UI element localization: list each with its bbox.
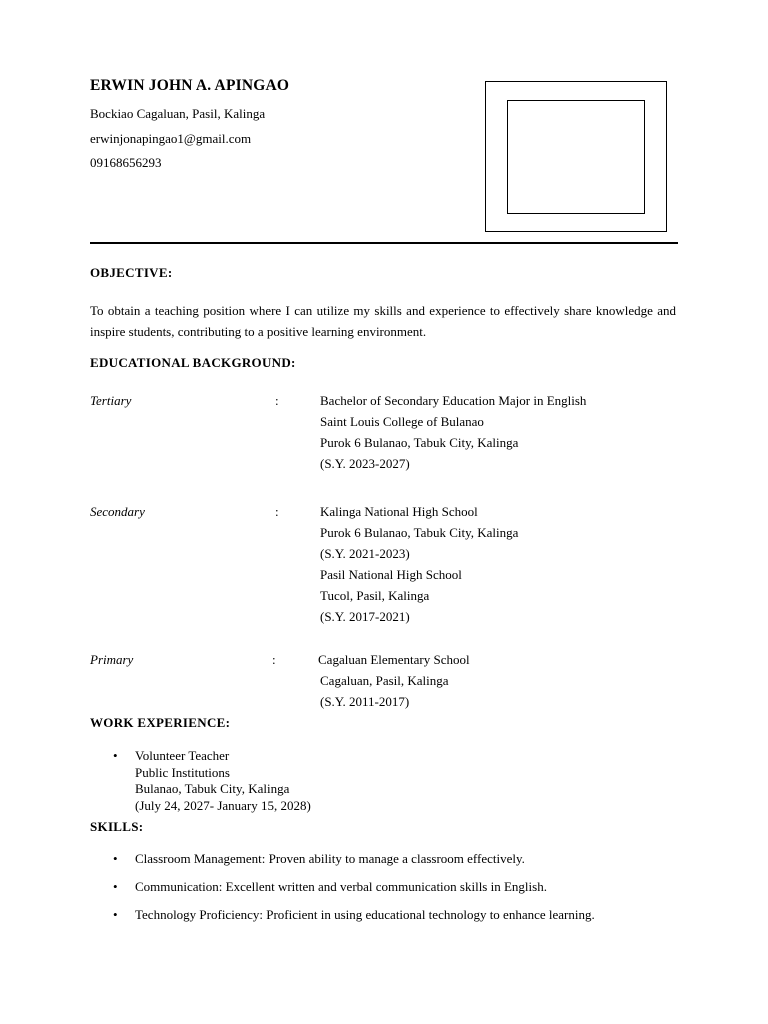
tertiary-colon: :	[275, 393, 279, 408]
skill-bullet: •	[113, 879, 118, 894]
address-text: Bockiao Cagaluan, Pasil, Kalinga	[90, 106, 266, 121]
secondary-line: Pasil National High School	[320, 567, 462, 582]
secondary-line: Tucol, Pasil, Kalinga	[320, 588, 430, 603]
tertiary-line: Purok 6 Bulanao, Tabuk City, Kalinga	[320, 435, 519, 450]
phone-text: 09168656293	[90, 155, 162, 170]
secondary-line: Kalinga National High School	[320, 504, 478, 519]
work-dates: (July 24, 2027- January 15, 2028)	[135, 797, 311, 813]
work-location: Bulanao, Tabuk City, Kalinga	[135, 781, 290, 796]
skill-bullet: •	[113, 907, 118, 922]
primary-line: Cagaluan, Pasil, Kalinga	[320, 673, 449, 688]
header-divider	[90, 242, 678, 244]
work-bullet: •	[113, 748, 118, 763]
skill-bullet: •	[113, 851, 118, 866]
applicant-name: ERWIN JOHN A. APINGAO	[90, 77, 290, 94]
objective-text: To obtain a teaching position where I can utilize my skills and experience to effectively share knowledge and inspire students, contributing to a positive learning environment.	[90, 303, 676, 339]
tertiary-line: Bachelor of Secondary Education Major in English	[320, 393, 587, 408]
work-organization: Public Institutions	[135, 764, 230, 780]
secondary-colon: :	[275, 504, 279, 519]
work-heading: WORK EXPERIENCE:	[90, 715, 231, 730]
secondary-label: Secondary	[90, 504, 145, 519]
education-heading: EDUCATIONAL BACKGROUND:	[90, 355, 296, 370]
tertiary-line: (S.Y. 2023-2027)	[320, 456, 410, 471]
objective-heading: OBJECTIVE:	[90, 265, 173, 280]
skill-item: Technology Proficiency: Proficient in using educational technology to enhance learning.	[135, 907, 595, 922]
tertiary-label: Tertiary	[90, 393, 132, 408]
primary-line: Cagaluan Elementary School	[318, 652, 470, 667]
tertiary-line: Saint Louis College of Bulanao	[320, 414, 484, 429]
primary-label: Primary	[90, 652, 134, 667]
work-item	[135, 748, 311, 814]
secondary-line: Purok 6 Bulanao, Tabuk City, Kalinga	[320, 525, 519, 540]
secondary-line: (S.Y. 2021-2023)	[320, 546, 410, 561]
primary-colon: :	[272, 652, 276, 667]
work-position: Volunteer Teacher	[135, 748, 230, 763]
email-text: erwinjonapingao1@gmail.com	[90, 131, 252, 146]
primary-line: (S.Y. 2011-2017)	[320, 694, 410, 709]
skill-item: Classroom Management: Proven ability to manage a classroom effectively.	[135, 851, 525, 866]
skill-item: Communication: Excellent written and verbal communication skills in English.	[135, 879, 547, 894]
skills-heading: SKILLS:	[90, 819, 144, 834]
secondary-line: (S.Y. 2017-2021)	[320, 609, 410, 624]
photo-placeholder	[507, 100, 645, 214]
